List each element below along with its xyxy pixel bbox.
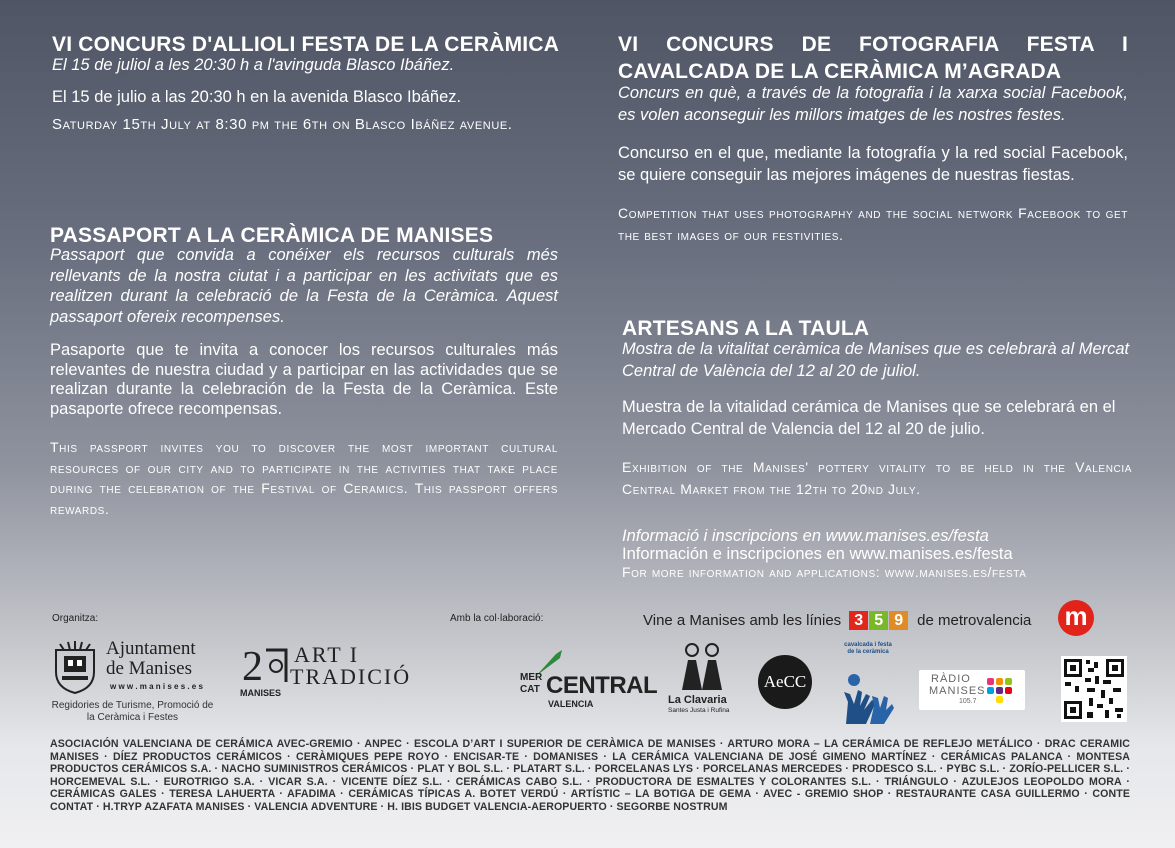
info-section xyxy=(622,527,1132,581)
fotografia-es: Concurso en el que, mediante la fotografía y la red social Facebook, se quiere conseguir las mejores imágenes de nuestras fiestas. xyxy=(618,144,1128,184)
qr-code xyxy=(1061,656,1127,722)
collab-label: Amb la col·laboració: xyxy=(450,613,544,624)
passaport-section xyxy=(50,222,558,519)
allioli-en: Saturday 15th July at 8:30 pm the 6th on Blasco Ibáñez avenue. xyxy=(52,116,513,133)
radio-line1: RÀDIO xyxy=(931,673,971,685)
passaport-en: This passport invites you to discover the most important cultural resources of our city and to participate in the activities that take place during the celebration of the Festival of Ceramics. This passport offers rewards. xyxy=(50,439,558,517)
art-tradicio-line2: TRADICIÓ xyxy=(290,664,412,689)
info-ca: Informació i inscripcions en www.manises.es/festa xyxy=(622,527,989,545)
art-tradicio-emblem-icon xyxy=(240,642,290,690)
cavalcada-logo xyxy=(840,642,896,730)
metro-line-3: 3 xyxy=(849,611,868,630)
aecc-logo xyxy=(758,655,812,709)
aecc-text: AeCC xyxy=(763,672,807,691)
passaport-ca: Passaport que convida a conéixer els recursos culturals més rellevants de la nostra ciutat i a participar en les activitats que es realitzen durant la celebració de la Festa de la Ceràmica. Aquest passaport ofereix recompenses. xyxy=(50,246,558,326)
artesans-section xyxy=(622,315,1132,500)
clavaria-line1: La Clavaria xyxy=(668,694,727,706)
artesans-title: ARTESANS A LA TAULA xyxy=(622,317,870,340)
radio-freq: 105.7 xyxy=(959,698,977,705)
metro-text-before: Vine a Manises amb les línies xyxy=(643,611,842,629)
qr-code-icon xyxy=(1061,656,1127,722)
fotografia-section xyxy=(618,31,1128,246)
clavaria-figures-icon xyxy=(672,642,732,694)
mercat-city: VALENCIA xyxy=(548,699,594,709)
cavalcada-small: cavalcada i festa de la ceràmica xyxy=(844,642,892,655)
info-en: For more information and applications: www.manises.es/festa xyxy=(622,564,1027,580)
cavalcada-hands-icon xyxy=(840,670,896,726)
clavaria-logo xyxy=(664,642,740,717)
artesans-ca: Mostra de la vitalitat ceràmica de Manises que es celebrarà al Mercat Central de València del 12 al 20 de juliol. xyxy=(622,340,1130,380)
metro-banner xyxy=(643,608,1031,632)
artesans-es: Muestra de la vitalidad cerámica de Manises que se celebrará en el Mercado Central de Valencia del 12 al 20 de julio. xyxy=(622,398,1116,438)
mercat-small-1: MER xyxy=(520,672,543,683)
radio-manises-logo xyxy=(919,670,1025,710)
metrovalencia-letter: m xyxy=(1064,601,1088,631)
fotografia-ca: Concurs en què, a través de la fotografia i la xarxa social Facebook, es volen aconseguir les millors imatges de les nostres festes. xyxy=(618,84,1128,124)
organitza-label: Organitza: xyxy=(52,613,99,624)
clavaria-line2: Santes Justa i Rufina xyxy=(668,707,730,714)
ajuntament-logo xyxy=(50,638,220,698)
allioli-ca: El 15 de juliol a les 20:30 h a l'avinguda Blasco Ibáñez. xyxy=(52,56,455,74)
artesans-en: Exhibition of the Manises' pottery vitality to be held in the Valencia Central Market from the 12th to 20nd July. xyxy=(622,459,1132,497)
ajuntament-url: w w w . m a n i s e s . e s xyxy=(110,682,203,691)
metro-lines xyxy=(849,611,909,630)
radio-dots-icon xyxy=(985,676,1021,704)
mercat-small-2: CAT xyxy=(520,684,540,695)
info-es: Información e inscripciones en www.manises.es/festa xyxy=(622,545,1013,563)
mercat-big: CENTRAL xyxy=(546,672,658,699)
metro-text-after: de metrovalencia xyxy=(917,611,1032,629)
allioli-title: VI CONCURS D'ALLIOLI FESTA DE LA CERÀMICA xyxy=(52,33,560,56)
art-tradicio-line1: ART I xyxy=(294,642,360,667)
passaport-title: PASSAPORT A LA CERÀMICA DE MANISES xyxy=(50,224,494,247)
fotografia-title-1: VI CONCURS DE FOTOGRAFIA FESTA I xyxy=(618,33,1128,56)
fotografia-en: Competition that uses photography and the social network Facebook to get the best images of our festivities. xyxy=(618,205,1128,243)
ajuntament-name-2: de Manises xyxy=(106,658,193,679)
allioli-es: El 15 de julio a las 20:30 h en la avenida Blasco Ibáñez. xyxy=(52,88,462,106)
metro-line-5: 5 xyxy=(869,611,888,630)
radio-line2: MANISES xyxy=(929,685,986,697)
art-tradicio-logo xyxy=(240,642,410,702)
manises-crest-icon xyxy=(50,640,100,694)
sponsors-list: ASOCIACIÓN VALENCIANA DE CERÁMICA AVEC-GREMIO · ANPEC · ESCOLA D’ART I SUPERIOR DE CERÀMICA DE MANISES · ARTURO MORA – LA CERÁMICA DE REFLEJO METÁLICO · DRAC CERAMIC MANISES · DÍEZ PRODUCTOS CERÁMICOS · CERÀMIQUES PEPE ROYO · ENCISAR-TE · DOMANISES · LA CERÁMICA VALENCIANA DE JOSÉ GIMENO MARTÍNEZ · CERÁMICAS PALANCA · MONTESA PRODUCTOS CERÁMICOS S.A. · NACHO SUMINISTROS CERÁMICOS · PLAT Y BOL S.L. · PLATART S.L. · PORCELANAS LYS · PORCELANAS MERCEDES · PRODESCO S.L. · PYBC S.L. · ZORÍO-PELLICER S.L. · HORCEMEVAL S.L. · EUROTRIGO S.A. · VICAR S.A. · VICENTE DÍEZ S.L. · CERÁMICAS CABO S.L. · PRODUCTORA DE ESMALTES Y COLORANTES S.L. · TRIÁNGULO · AZULEJOS LEOPOLDO MORA · CERÁMICAS GALES · TERESA LAHUERTA · AFADIMA · CERÁMICAS TÍPICAS A. BOTET VERDÚ · ARTÍSTIC – LA BOTIGA DE GEMA · AVEC - GREMIO SHOP · RESTAURANTE CASA GUILLERMO · CONTE CONTAT · H.TRYP AZAFATA MANISES · VALENCIA ADVENTURE · H. IBIS BUDGET VALENCIA-AEROPUERTO · SEGORBE NOSTRUM xyxy=(50,738,1130,813)
ajuntament-name-1: Ajuntament xyxy=(106,638,196,659)
svg-text:2: 2 xyxy=(242,644,263,690)
regidories-text: Regidories de Turisme, Promoció de la Ceràmica i Festes xyxy=(51,700,214,723)
art-tradicio-small: MANISES xyxy=(240,688,282,698)
metro-line-9: 9 xyxy=(889,611,908,630)
mercat-central-logo xyxy=(520,648,658,714)
passaport-es: Pasaporte que te invita a conocer los recursos culturales más relevantes de nuestra ciudad y a participar en las actividades que se realizan durante la celebración de la Festa de la Ceràmica. Este pasaporte ofrece recompensas. xyxy=(50,341,558,418)
fotografia-title-2: CAVALCADA DE LA CERÀMICA M’AGRADA xyxy=(618,60,1062,83)
metrovalencia-logo xyxy=(1058,600,1094,636)
allioli-section xyxy=(52,31,572,135)
